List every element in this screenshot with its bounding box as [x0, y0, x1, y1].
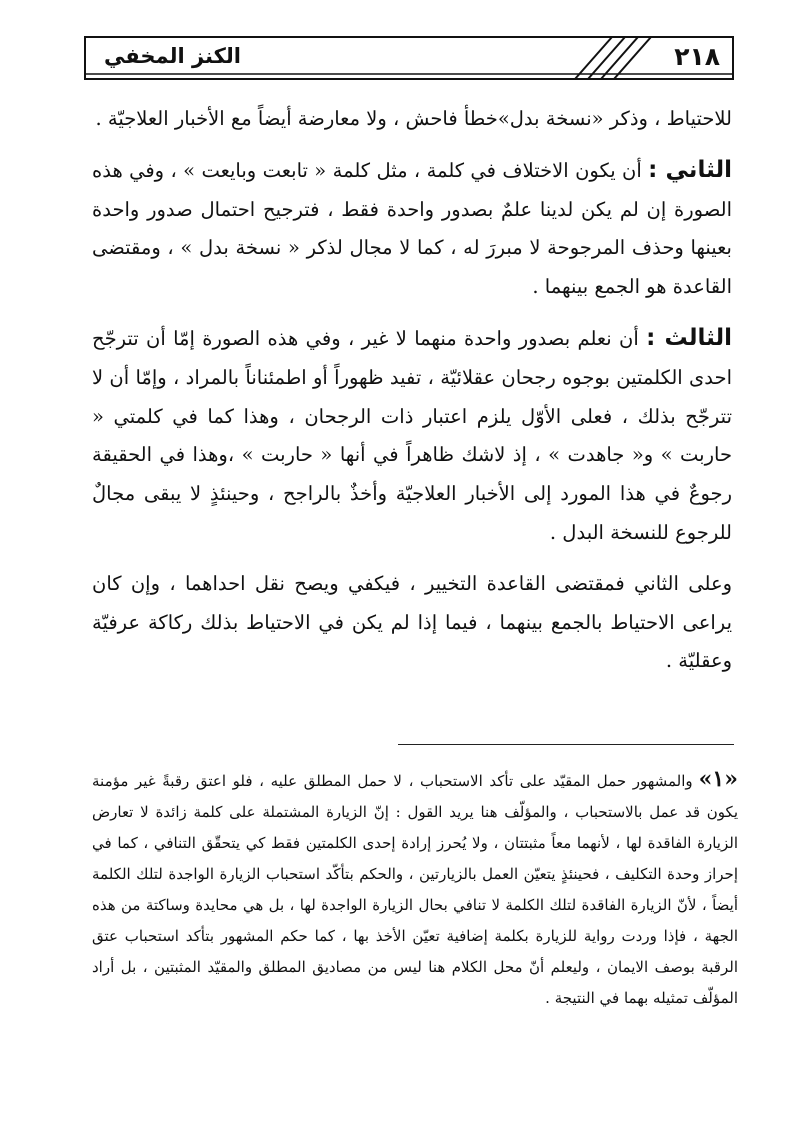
paragraph: [92, 151, 732, 307]
paragraph: للاحتياط ، وذكر «نسخة بدل»خطأ فاحش ، ولا معارضة أيضاً مع الأخبار العلاجيّة .: [95, 107, 732, 130]
main-text: [92, 100, 732, 693]
footnote-divider: [398, 744, 734, 745]
paragraph-body: أن يكون الاختلاف في كلمة ، مثل كلمة « تابعت وبايعت » ، وفي هذه الصورة إن لم يكن لدينا علمٌ بصدور واحدة فقط ، فترجيح احتمال صدور واحدة بعينها وحذف المرجوحة لا مبررَ له ، كما لا مجال لذكر « نسخة بدل » ، ومقتضى القاعدة هو الجمع بينهما .: [92, 158, 732, 299]
paragraph-body: أن نعلم بصدور واحدة منهما لا غير ، وفي هذه الصورة إمّا أن تترجّح احدى الكلمتين بوجوه رجحان عقلائيّة ، تفيد ظهوراً أو اطمئناناً بالمراد ، وإمّا أن لا تترجّح بذلك ، فعلى الأوّل يلزم اعتبار ذات الرجحان ، وهذا كما في كلمتي « حاربت » و« جاهدت » ، إذ لاشك ظاهراً في أنها « حاربت » ،وهذا في الحقيقة رجوعٌ في هذا المورد إلى الأخبار العلاجيّة وأخذٌ بالراجح ، وحينئذٍ لا يبقى مجالٌ للرجوع للنسخة البدل .: [92, 326, 732, 544]
paragraph-lead: الثاني :: [648, 156, 732, 183]
page-number: ٢١٨: [674, 42, 720, 71]
running-title: الكنز المخفي: [104, 44, 241, 68]
paragraph: وعلى الثاني فمقتضى القاعدة التخيير ، فيكفي ويصح نقل احداهما ، وإن كان يراعى الاحتياط بالجمع بينهما ، فيما إذا لم يكن في الاحتياط بذلك ركاكة عرفيّة وعقليّة .: [92, 571, 732, 673]
page-header: [84, 36, 734, 80]
footnote: [92, 764, 738, 1014]
paragraph-lead: الثالث :: [646, 324, 733, 351]
footnote-marker: «١»: [698, 766, 738, 792]
paragraph: [92, 319, 732, 553]
footnote-text: والمشهور حمل المقيّد على تأكد الاستحباب ، لا حمل المطلق عليه ، فلو اعتق رقبةً غير مؤمنة يكون قد عمل بالاستحباب ، والمؤلّف هنا يريد القول : إنّ الزيارة المشتملة على كلمة زائدة لا تعارض الزيارة الفاقدة لها ، لأنهما معاً مثبتتان ، ولا يُحرز إرادة إحدى الكلمتين فقط كي يتحقّق التنافي ، كما في إحراز وحدة التكليف ، فحينئذٍ يتعيّن العمل بالزيارتين ، والحكم بتأكّد استحباب الزيارة الواجدة لتلك الكلمة أيضاً ، لأنّ الزيارة الفاقدة لتلك الكلمة لا تنافي بحال الزيارة الواجدة لها ، بل هي محايدة وساكتة من هذه الجهة ، فإذا وردت رواية للزيارة بكلمة إضافية تعيّن الأخذ بها ، كما حكم المشهور بتأكد استحباب عتق الرقبة بوصف الايمان ، وليعلم أنّ محل الكلام هنا ليس من مصاديق المطلق والمقيّد المثبتين ، بل أراد المؤلّف تمثيله بهما في النتيجة .: [92, 772, 738, 1007]
